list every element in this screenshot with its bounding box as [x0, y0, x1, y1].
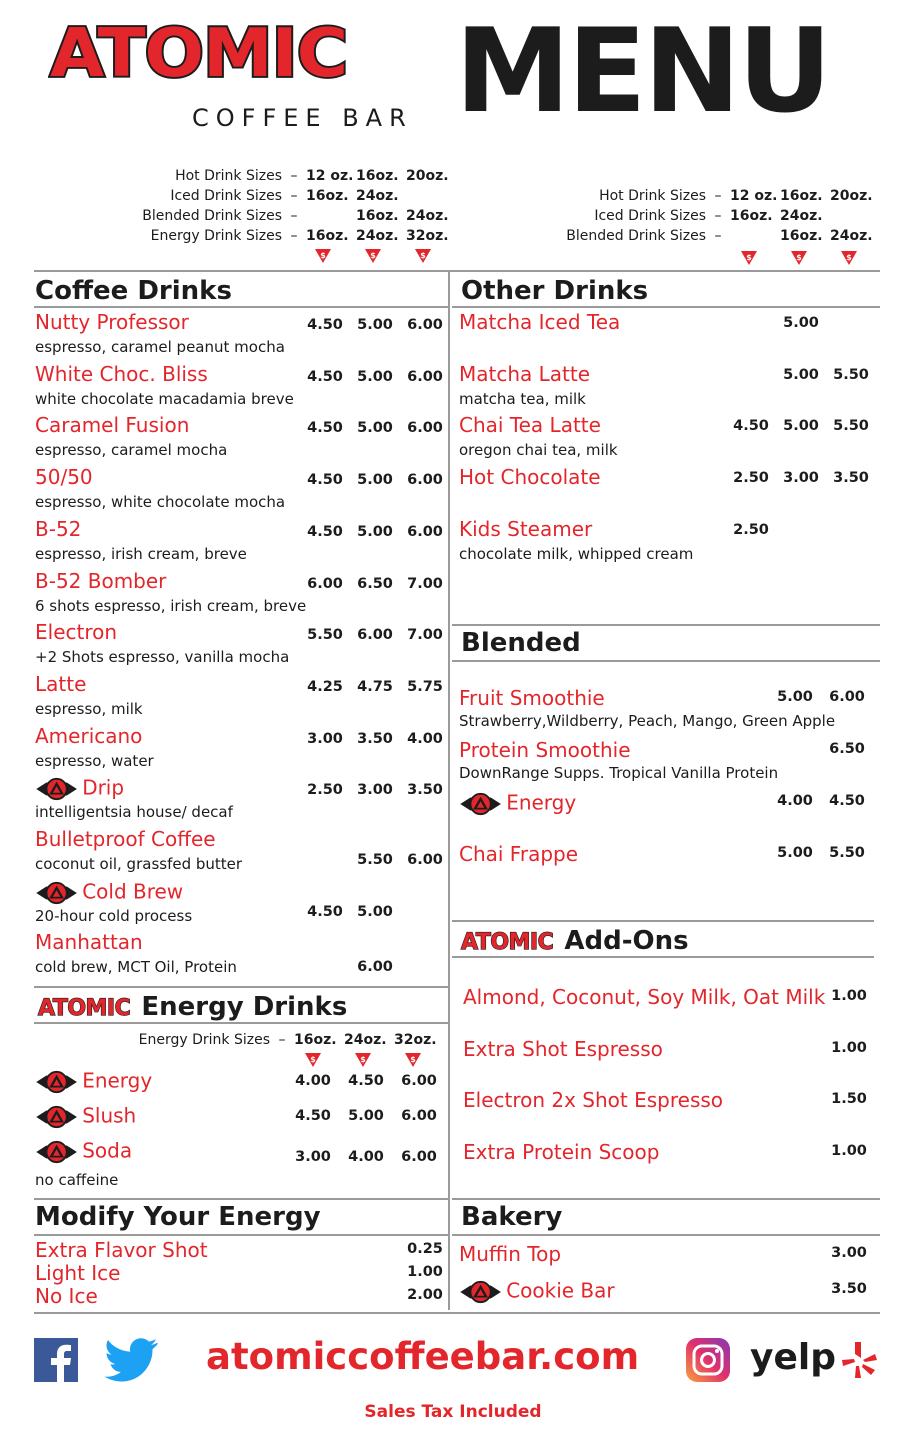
section-title-other: Other Drinks [461, 276, 649, 306]
coffee-item-label: B-52 Bomber [35, 568, 167, 593]
size-value: 16oz. [294, 1032, 337, 1048]
other-item-price: 3.50 [833, 470, 869, 487]
coffee-item-price: 6.00 [407, 472, 443, 489]
other-item-desc: oregon chai tea, milk [459, 441, 618, 460]
coffee-item-name [35, 361, 208, 386]
energy-item-price: 5.00 [348, 1108, 384, 1124]
size-label: Energy Drink Sizes [138, 1032, 270, 1048]
energy-item-price: 6.00 [401, 1108, 437, 1124]
modify-item-price: 2.00 [407, 1287, 443, 1303]
size-label: Hot Drink Sizes [175, 168, 282, 184]
size-value [406, 186, 456, 206]
coffee-item-label: Americano [35, 723, 143, 748]
size-value: 16oz. [780, 188, 823, 204]
coffee-item-label: Latte [35, 671, 87, 696]
coffee-item-price: 5.00 [357, 317, 393, 333]
coffee-item-price: 5.00 [357, 368, 393, 385]
atomic-badge-icon [35, 1070, 78, 1094]
size-value: 24oz. [356, 188, 399, 204]
divider [452, 624, 880, 626]
cent-icon [790, 250, 808, 266]
blended-item-name [459, 740, 631, 760]
cent-icon [354, 1052, 372, 1068]
cent-icon [314, 248, 332, 264]
coffee-item-label: Electron [35, 620, 118, 645]
addons-title-text: Add-Ons [564, 926, 689, 956]
size-label: Hot Drink Sizes [599, 188, 706, 204]
divider [34, 1234, 448, 1236]
size-value: 24oz. [344, 1032, 387, 1048]
coffee-item-desc: espresso, irish cream, breve [35, 544, 247, 563]
divider [452, 956, 874, 958]
cent-icon [840, 250, 858, 266]
svg-text:$: $ [360, 1055, 366, 1064]
divider [452, 1234, 880, 1236]
size-value: 16oz. [356, 168, 399, 184]
divider [452, 306, 880, 308]
addon-item-price: 1.50 [831, 1091, 867, 1108]
coffee-item-price: 4.50 [307, 368, 343, 385]
coffee-item-desc: cold brew, MCT Oil, Protein [35, 958, 237, 977]
coffee-item-price: 4.00 [407, 730, 443, 747]
other-item-desc: chocolate milk, whipped cream [459, 544, 694, 563]
coffee-item-label: Manhattan [35, 930, 143, 955]
size-row [60, 186, 456, 206]
coffee-item-name [35, 620, 118, 645]
other-item-price: 2.50 [733, 470, 769, 487]
modify-item-name: No Ice [35, 1284, 98, 1308]
coffee-item-price: 6.00 [407, 523, 443, 540]
size-label: Blended Drink Sizes [142, 208, 282, 224]
size-dash: – [714, 188, 722, 204]
atomic-badge-icon [35, 777, 78, 801]
page-title: MENU [455, 4, 829, 139]
size-row [60, 166, 456, 186]
size-dash: – [290, 208, 298, 224]
size-value: 24oz. [406, 208, 449, 224]
modify-item-name: Extra Flavor Shot [35, 1238, 208, 1262]
atomic-badge-icon [35, 881, 78, 905]
modify-item-price: 0.25 [407, 1241, 443, 1257]
size-label: Energy Drink Sizes [150, 228, 282, 244]
blended-item-price: 5.50 [829, 845, 865, 861]
energy-item-label: Energy [82, 1068, 153, 1093]
size-value: 12 oz. [306, 168, 354, 184]
energy-item-price: 4.50 [295, 1108, 331, 1124]
divider [34, 306, 448, 308]
size-dash: – [714, 228, 722, 244]
blended-item-price: 6.50 [829, 741, 865, 757]
coffee-item-desc: espresso, milk [35, 699, 143, 718]
coffee-item-price: 6.00 [357, 627, 393, 644]
other-item-price: 5.00 [783, 418, 819, 435]
coffee-item-price: 3.50 [407, 782, 443, 799]
coffee-item-price: 2.50 [307, 782, 343, 799]
other-item-desc: matcha tea, milk [459, 389, 586, 408]
addon-item-price: 1.00 [831, 1039, 867, 1056]
svg-text:$: $ [410, 1055, 416, 1064]
blended-item-name [459, 844, 578, 864]
svg-text:$: $ [370, 251, 376, 260]
other-item-price: 5.50 [833, 366, 869, 383]
blended-item-name [459, 688, 605, 708]
facebook-icon[interactable] [34, 1338, 78, 1382]
modify-item-price: 1.00 [407, 1264, 443, 1280]
size-value: 16oz. [730, 208, 773, 224]
svg-text:$: $ [310, 1055, 316, 1064]
size-value: 24oz. [356, 228, 399, 244]
size-value [730, 226, 780, 246]
divider [452, 660, 880, 662]
coffee-item-label: Nutty Professor [35, 310, 189, 334]
svg-text:$: $ [796, 253, 802, 262]
coffee-item-price: 6.00 [407, 317, 443, 333]
coffee-item-name [35, 413, 190, 438]
other-item-name: Chai Tea Latte [459, 413, 601, 438]
yelp-logo[interactable] [750, 1337, 877, 1380]
coffee-item-desc: coconut oil, grassfed butter [35, 855, 243, 873]
other-item-price: 2.50 [733, 521, 769, 538]
coffee-item-label: B-52 [35, 516, 82, 541]
coffee-item-price: 5.50 [357, 852, 393, 868]
svg-text:$: $ [320, 251, 326, 260]
bakery-item-name [459, 1244, 561, 1264]
other-item-price: 4.50 [733, 418, 769, 435]
cent-icon [364, 248, 382, 264]
energy-item-price: 4.00 [348, 1149, 384, 1165]
coffee-item-price: 6.00 [407, 852, 443, 868]
other-item-price: 5.00 [783, 315, 819, 331]
addon-item-name: Extra Protein Scoop [463, 1140, 660, 1165]
coffee-item-desc: espresso, caramel mocha [35, 441, 228, 460]
divider [34, 270, 880, 272]
atomic-logo-word: ATOMIC [50, 14, 348, 92]
coffee-item-label: Caramel Fusion [35, 413, 190, 438]
coffee-item-price: 4.50 [307, 472, 343, 489]
atomic-badge-icon [35, 1140, 78, 1164]
section-title-bakery: Bakery [461, 1202, 563, 1232]
instagram-icon[interactable] [686, 1338, 730, 1382]
coffee-item-price: 4.50 [307, 903, 343, 920]
bakery-item-label: Cookie Bar [506, 1278, 615, 1303]
atomic-logo-small: ATOMIC [461, 930, 554, 955]
other-item-price: 3.00 [783, 470, 819, 487]
coffee-item-name [35, 568, 167, 593]
coffee-item-name [35, 829, 216, 849]
size-value: 20oz. [830, 188, 873, 204]
energy-item-price: 3.00 [295, 1149, 331, 1165]
size-chart-left [60, 166, 456, 246]
energy-item-price: 6.00 [401, 1073, 437, 1089]
bakery-item-price: 3.50 [831, 1281, 867, 1297]
atomic-logo-small: ATOMIC [38, 996, 131, 1021]
energy-item-name [35, 1070, 152, 1094]
coffee-item-name [35, 723, 143, 748]
size-row [486, 186, 880, 206]
coffee-item-price: 4.25 [307, 678, 343, 695]
atomic-badge-icon [35, 1105, 78, 1129]
coffee-item-name [35, 671, 87, 696]
cent-icon [740, 250, 758, 266]
cent-icon [414, 248, 432, 264]
other-item-price: 5.00 [783, 366, 819, 383]
coffee-item-price: 6.00 [307, 575, 343, 592]
coffee-item-price: 3.50 [357, 730, 393, 747]
coffee-item-price: 4.50 [307, 317, 343, 333]
coffee-item-price: 4.50 [307, 523, 343, 540]
coffee-item-price: 6.00 [407, 420, 443, 437]
coffee-item-price: 5.00 [357, 420, 393, 437]
addon-item-name: Electron 2x Shot Espresso [463, 1088, 724, 1113]
size-chart-right [486, 186, 880, 246]
addon-item-name: Extra Shot Espresso [463, 1036, 663, 1061]
bakery-item-price: 3.00 [831, 1245, 867, 1261]
coffee-item-label: White Choc. Bliss [35, 361, 208, 386]
size-row [60, 206, 456, 226]
coffee-item-desc: 20-hour cold process [35, 906, 193, 925]
coffee-item-price: 5.75 [407, 678, 443, 695]
section-title-energy [38, 992, 347, 1022]
energy-item-price: 4.00 [295, 1073, 331, 1089]
website-link[interactable]: atomiccoffeebar.com [206, 1335, 640, 1378]
svg-text:$: $ [420, 251, 426, 260]
size-label: Blended Drink Sizes [566, 228, 706, 244]
blended-item-desc: Strawberry,Wildberry, Peach, Mango, Green Apple [459, 712, 836, 730]
size-value: 16oz. [356, 208, 399, 224]
coffee-item-price: 5.50 [307, 627, 343, 644]
energy-item-price: 6.00 [401, 1149, 437, 1165]
svg-text:$: $ [846, 253, 852, 262]
energy-item-price: 4.50 [348, 1073, 384, 1089]
size-value: 24oz. [780, 208, 823, 224]
blended-item-desc: DownRange Supps. Tropical Vanilla Protein [459, 764, 779, 782]
size-dash: – [278, 1032, 286, 1048]
yelp-wordmark: yelp [750, 1337, 836, 1378]
section-title-coffee: Coffee Drinks [35, 276, 232, 306]
energy-item-name [35, 1140, 132, 1164]
size-dash: – [290, 188, 298, 204]
section-title-addons [461, 926, 689, 956]
other-item-name: Matcha Latte [459, 361, 591, 386]
coffee-item-price: 7.00 [407, 575, 443, 592]
blended-item-name [459, 792, 576, 816]
divider [452, 1198, 880, 1200]
divider [34, 1022, 448, 1024]
coffee-item-name [35, 465, 93, 490]
coffee-item-label: Bulletproof Coffee [35, 827, 216, 851]
energy-title-text: Energy Drinks [141, 992, 348, 1022]
addon-item-price: 1.00 [831, 988, 867, 1004]
blended-item-price: 5.00 [777, 845, 813, 861]
coffee-item-label: Drip [82, 775, 125, 800]
sales-tax-note: Sales Tax Included [364, 1402, 542, 1422]
size-value: 12 oz. [730, 188, 778, 204]
blended-item-price: 4.50 [829, 793, 865, 809]
coffee-item-desc: espresso, white chocolate mocha [35, 493, 286, 512]
section-title-blended: Blended [461, 628, 581, 658]
other-item-name: Matcha Iced Tea [459, 310, 621, 334]
divider [452, 920, 874, 922]
size-value: 24oz. [830, 228, 873, 244]
size-label: Iced Drink Sizes [170, 188, 282, 204]
cent-icon [404, 1052, 422, 1068]
svg-text:$: $ [746, 253, 752, 262]
yelp-burst-icon [841, 1340, 877, 1380]
cent-icon [304, 1052, 322, 1068]
blended-item-label: Fruit Smoothie [459, 686, 605, 710]
coffee-item-label: 50/50 [35, 465, 93, 490]
atomic-badge-icon [459, 1280, 502, 1304]
size-value [830, 206, 880, 226]
energy-size-chart [60, 1030, 444, 1050]
coffee-item-desc: espresso, caramel peanut mocha [35, 338, 285, 356]
energy-item-label: Slush [82, 1103, 137, 1128]
coffee-item-price: 6.50 [357, 575, 393, 592]
size-value: 32oz. [406, 228, 449, 244]
blended-item-price: 5.00 [777, 689, 813, 705]
coffee-item-name [35, 881, 183, 905]
energy-item-name [35, 1105, 136, 1129]
atomic-badge-icon [459, 792, 502, 816]
other-item-name: Kids Steamer [459, 516, 593, 541]
coffee-item-price: 5.00 [357, 472, 393, 489]
size-row [486, 206, 880, 226]
size-label: Iced Drink Sizes [594, 208, 706, 224]
size-value: 16oz. [306, 228, 349, 244]
addon-item-name: Almond, Coconut, Soy Milk, Oat Milk [463, 985, 826, 1009]
modify-item-name: Light Ice [35, 1261, 121, 1285]
size-value: 32oz. [394, 1032, 437, 1048]
coffee-item-name [35, 930, 143, 955]
coffee-item-name [35, 312, 189, 332]
size-dash: – [714, 208, 722, 224]
size-value: 20oz. [406, 168, 449, 184]
coffee-item-label: Cold Brew [82, 879, 184, 904]
coffee-item-name [35, 516, 82, 541]
coffee-item-price: 7.00 [407, 627, 443, 644]
size-value: 16oz. [306, 188, 349, 204]
size-row [60, 1030, 444, 1050]
blended-item-label: Chai Frappe [459, 842, 579, 866]
coffee-item-price: 4.75 [357, 678, 393, 695]
size-value [306, 206, 356, 226]
other-item-price: 5.50 [833, 418, 869, 435]
addon-item-price: 1.00 [831, 1143, 867, 1160]
coffee-item-name [35, 777, 124, 801]
coffee-item-price: 6.00 [407, 368, 443, 385]
blended-item-price: 4.00 [777, 793, 813, 809]
energy-item-label: Soda [82, 1138, 133, 1163]
size-dash: – [290, 228, 298, 244]
coffee-item-desc: intelligentsia house/ decaf [35, 803, 233, 822]
coffee-item-price: 4.50 [307, 420, 343, 437]
coffee-item-price: 3.00 [307, 730, 343, 747]
energy-note: no caffeine [35, 1171, 119, 1189]
coffee-item-desc: espresso, water [35, 751, 154, 770]
blended-item-label: Energy [506, 790, 577, 815]
blended-item-label: Protein Smoothie [459, 738, 631, 762]
divider [34, 1198, 448, 1200]
other-item-name: Hot Chocolate [459, 465, 601, 490]
bakery-item-label: Muffin Top [459, 1242, 562, 1266]
divider [34, 986, 448, 988]
divider [34, 1312, 880, 1314]
size-value: 16oz. [780, 228, 823, 244]
section-title-modify: Modify Your Energy [35, 1202, 321, 1232]
size-row [60, 226, 456, 246]
coffee-item-desc: 6 shots espresso, irish cream, breve [35, 596, 307, 615]
blended-item-price: 6.00 [829, 689, 865, 705]
coffee-item-desc: +2 Shots espresso, vanilla mocha [35, 648, 290, 667]
coffee-bar-subtitle: COFFEE BAR [192, 104, 413, 132]
coffee-item-desc: white chocolate macadamia breve [35, 389, 294, 408]
twitter-icon[interactable] [104, 1338, 158, 1382]
coffee-item-price: 6.00 [357, 959, 393, 976]
coffee-item-price: 3.00 [357, 782, 393, 799]
size-row [486, 226, 880, 246]
coffee-item-price: 5.00 [357, 903, 393, 920]
size-dash: – [290, 168, 298, 184]
coffee-item-price: 5.00 [357, 523, 393, 540]
bakery-item-name [459, 1280, 615, 1304]
